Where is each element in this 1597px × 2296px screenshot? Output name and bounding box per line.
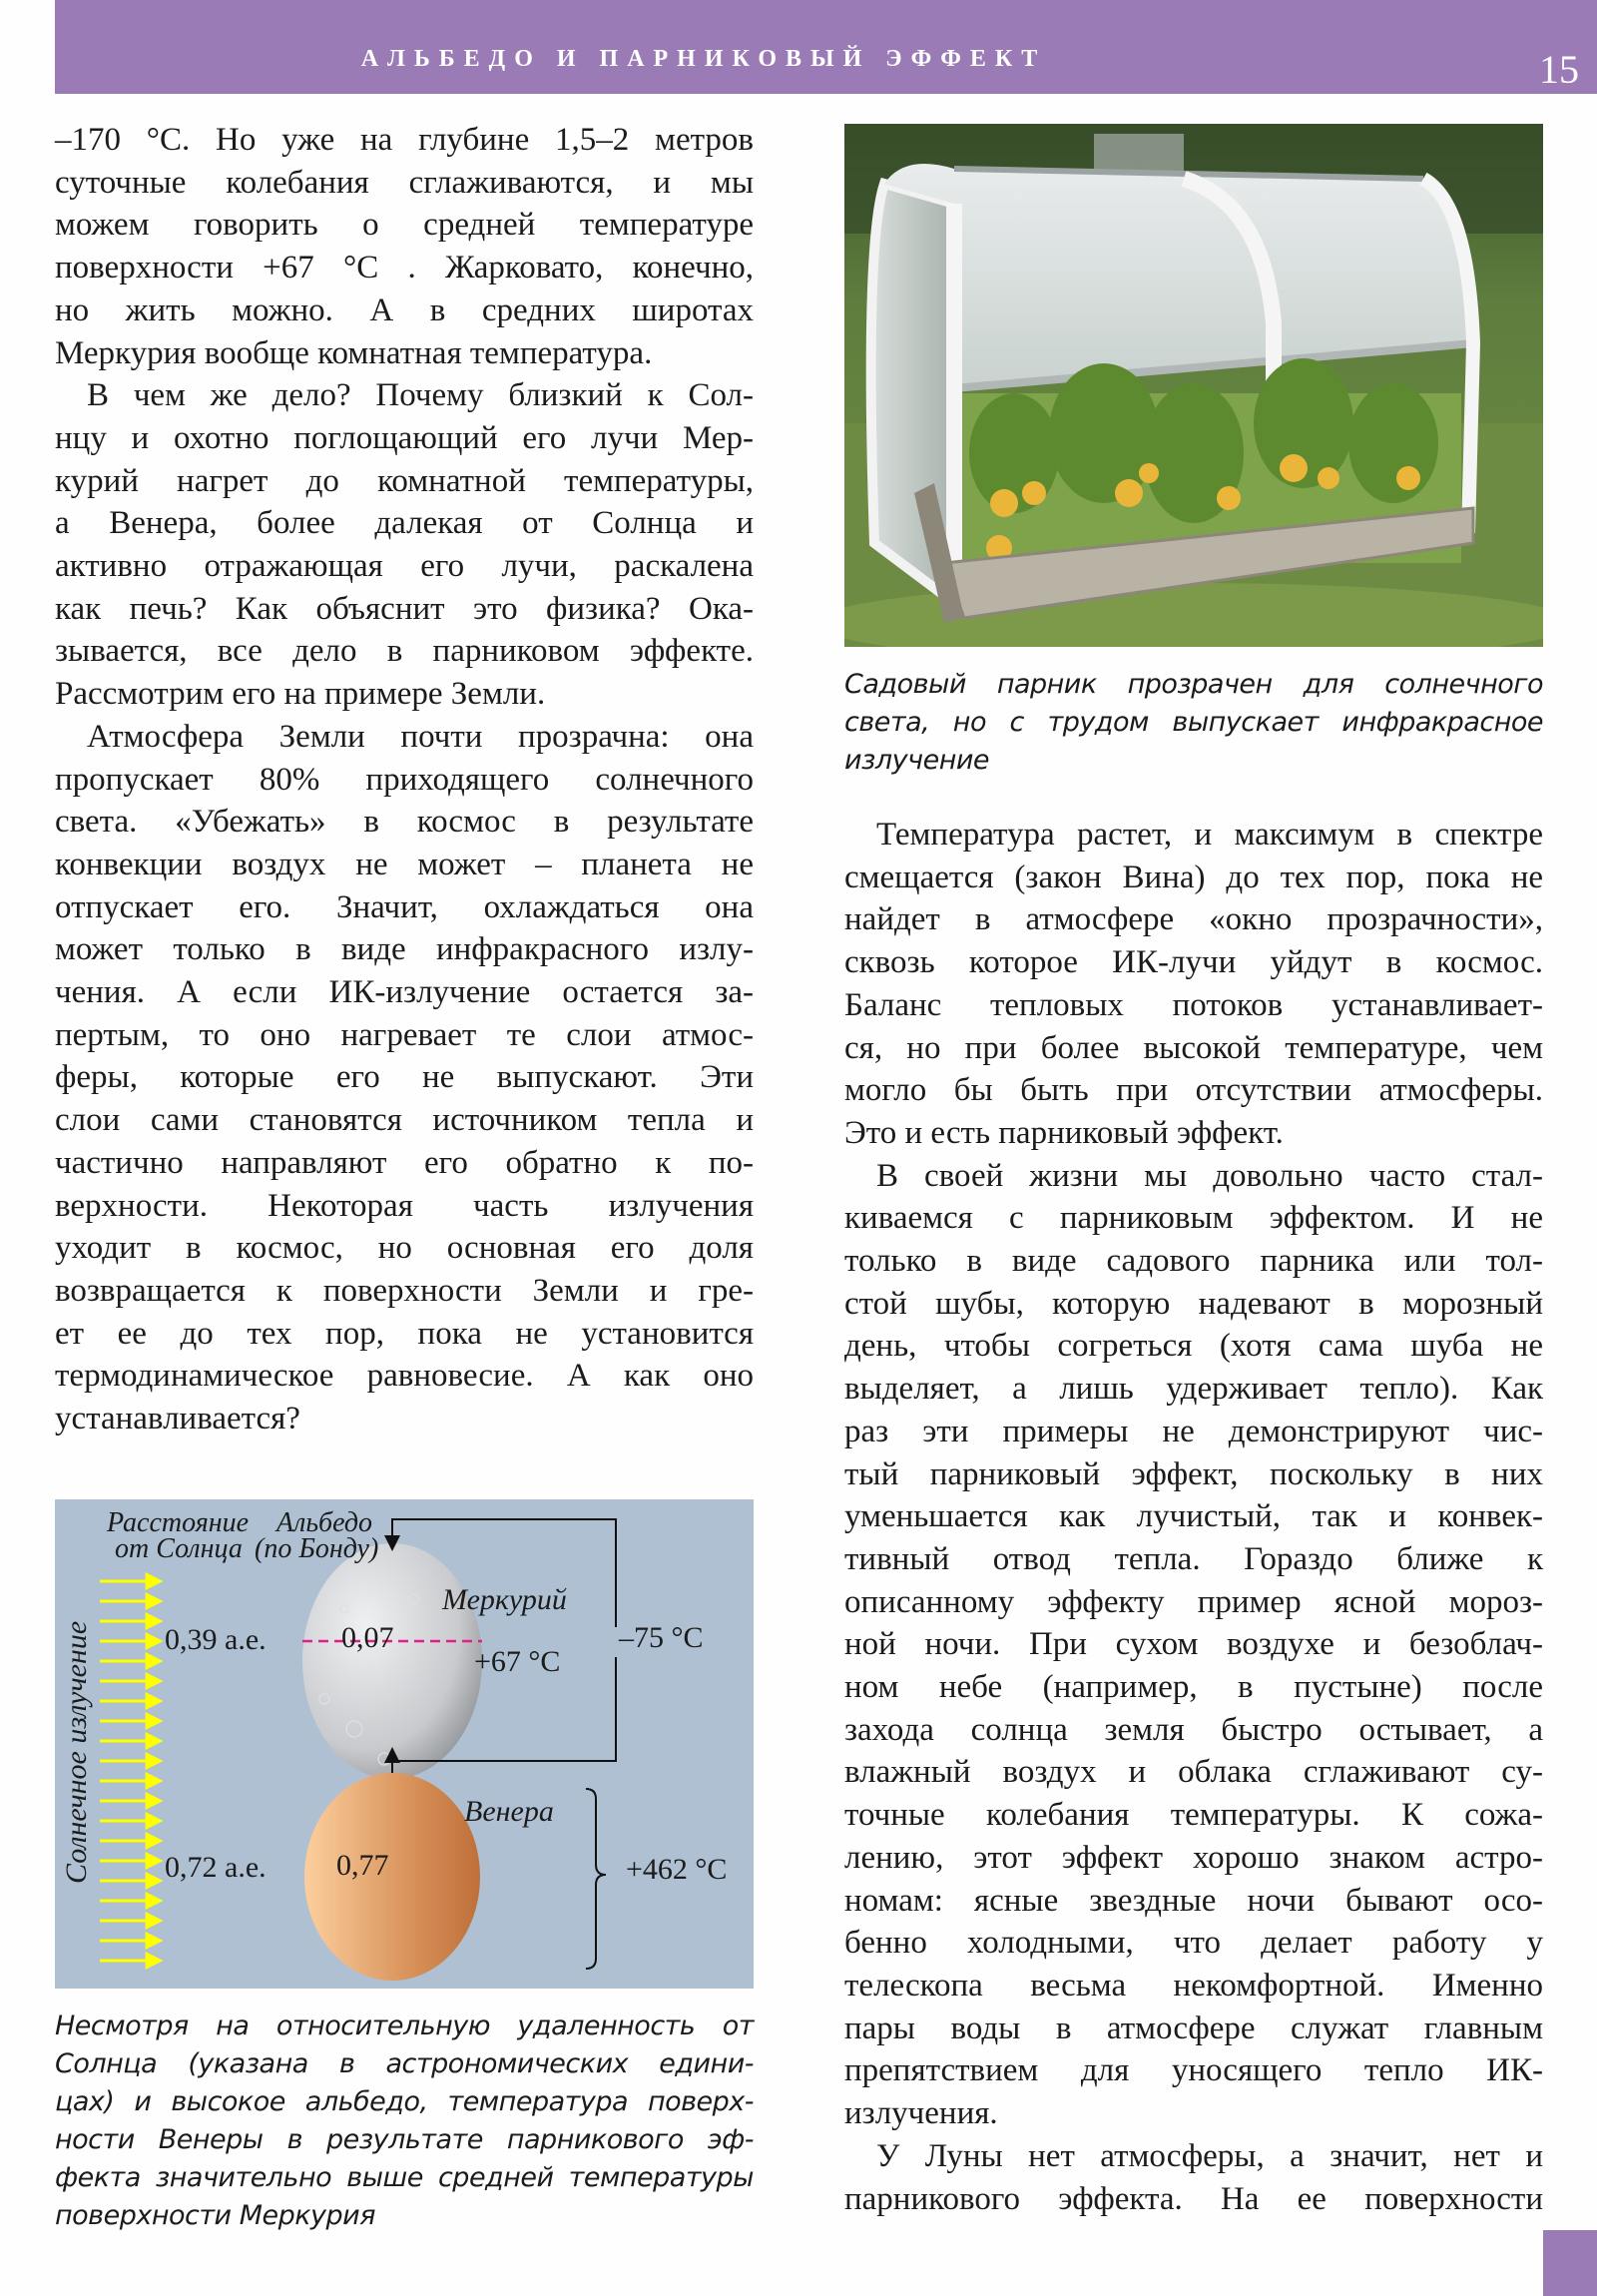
text-line: киваемся с парниковым эффектом. И не	[844, 1200, 1543, 1237]
text-line: У Луны нет атмосферы, а значит, нет и	[876, 2137, 1543, 2174]
text-line: а Венера, более далекая от Солнца и	[55, 505, 754, 542]
text-line: ся, но при более высокой температуре, чем	[844, 1029, 1543, 1066]
text-line: ной ночи. При сухом воздухе и безоблач-	[844, 1626, 1543, 1663]
text-line: сквозь которое ИК-лучи уйдут в космос.	[844, 944, 1543, 981]
text-line: отпускает его. Значит, охлаждаться она	[55, 888, 754, 925]
caption-line: Солнца (указана в астрономических едини-	[55, 2048, 754, 2079]
text-line: конвекции воздух не может – планета не	[55, 846, 754, 882]
caption-line: поверхности Меркурия	[55, 2200, 375, 2231]
text-line: Рассмотрим его на примере Земли.	[55, 676, 546, 713]
mercury-distance: 0,39 а.е.	[165, 1623, 266, 1656]
venus-distance: 0,72 а.е.	[165, 1851, 266, 1884]
caption-line: фекта значительно выше средней температуры	[55, 2162, 754, 2193]
venus-temp: +462 °C	[626, 1853, 728, 1886]
mercury-planet-icon	[302, 1543, 482, 1779]
text-line: уходит в космос, но основная его доля	[55, 1230, 754, 1267]
section-title: АЛЬБЕДО И ПАРНИКОВЫЙ ЭФФЕКТ	[360, 46, 1047, 72]
venus-albedo: 0,77	[336, 1849, 389, 1882]
text-line: устанавливается?	[55, 1401, 300, 1437]
page-corner-tab	[1543, 2230, 1597, 2296]
text-line: описанному эффекту пример ясной мороз-	[844, 1583, 1543, 1620]
text-line: телескопа весьма некомфортной. Именно	[844, 1967, 1543, 2004]
text-line: активно отражающая его лучи, раскалена	[55, 548, 754, 585]
text-line: как печь? Как объяснит это физика? Ока-	[55, 590, 754, 627]
text-line: верхности. Некоторая часть излучения	[55, 1187, 754, 1224]
text-line: пары воды в атмосфере служат главным	[844, 2009, 1543, 2046]
text-line: В чем же дело? Почему близкий к Сол-	[87, 377, 754, 414]
text-line: тивный отвод тепла. Гораздо ближе к	[844, 1540, 1543, 1577]
text-line: курий нагрет до комнатной температуры,	[55, 462, 754, 499]
text-line: В своей жизни мы довольно часто стал-	[876, 1157, 1543, 1194]
mercury-day-temp: +67 °C	[474, 1645, 561, 1678]
text-line: может только в виде инфракрасного излу-	[55, 931, 754, 968]
text-line: пертым, то оно нагревает те слои атмос-	[55, 1016, 754, 1053]
right-column-text	[844, 814, 1543, 2220]
text-line: могло бы быть при отсутствии атмосферы.	[844, 1072, 1543, 1109]
distance-header-2: от Солнца	[115, 1533, 243, 1564]
text-line: Атмосфера Земли почти прозрачна: она	[87, 718, 754, 755]
caption-line: Несмотря на относительную удаленность от	[55, 2010, 754, 2041]
albedo-header-1: Альбедо	[276, 1507, 373, 1538]
left-column-text	[55, 119, 754, 1440]
text-line: Это и есть парниковый эффект.	[844, 1114, 1284, 1151]
text-line: бенно холодными, что делает работу у	[844, 1925, 1543, 1962]
venus-brace	[586, 1789, 606, 1969]
text-line: можем говорить о средней температуре	[55, 207, 754, 244]
text-line: термодинамическое равновесие. А как оно	[55, 1358, 754, 1395]
page-number: 15	[1539, 47, 1579, 92]
text-line: раз эти примеры не демонстрируют чис-	[844, 1413, 1543, 1449]
running-header	[55, 0, 1597, 94]
text-line: зывается, все дело в парниковом эффекте.	[55, 633, 754, 670]
text-line: выделяет, а лишь удерживает тепло). Как	[844, 1371, 1543, 1408]
solar-radiation-label: Солнечное излучение	[60, 1620, 93, 1884]
text-line: лению, этот эффект хорошо знаком астро-	[844, 1839, 1543, 1876]
text-line: найдет в атмосфере «окно прозрачности»,	[844, 901, 1543, 938]
text-line: тый парниковый эффект, поскольку в них	[844, 1455, 1543, 1492]
text-line: уменьшается как лучистый, так и конвек-	[844, 1498, 1543, 1535]
venus-label: Венера	[464, 1795, 554, 1828]
text-line: нцу и охотно поглощающий его лучи Мер-	[55, 419, 754, 456]
text-line: чения. А если ИК-излучение остается за-	[55, 974, 754, 1011]
mercury-label: Меркурий	[442, 1583, 567, 1616]
caption-line: излучение	[844, 745, 990, 776]
text-line: излучения.	[844, 2095, 998, 2132]
greenhouse-photo	[844, 124, 1543, 647]
text-line: день, чтобы согреться (хотя сама шуба не	[844, 1328, 1543, 1365]
text-line: феры, которые его не выпускают. Эти	[55, 1059, 754, 1096]
text-line: ном небе (например, в пустыне) после	[844, 1669, 1543, 1706]
text-line: частично направляют его обратно к по-	[55, 1144, 754, 1181]
albedo-header-2: (по Бонду)	[255, 1533, 379, 1564]
text-line: Меркурия вообще комнатная температура.	[55, 334, 653, 371]
photo-caption	[844, 666, 1543, 780]
text-line: но жить можно. А в средних широтах	[55, 291, 754, 328]
text-line: –170 °C. Но уже на глубине 1,5–2 метров	[55, 122, 754, 158]
text-line: света. «Убежать» в космос в результате	[55, 804, 754, 841]
text-line: точные колебания температуры. К сожа-	[844, 1797, 1543, 1834]
text-line: влажный воздух и облака сглаживают су-	[844, 1754, 1543, 1791]
text-line: Баланс тепловых потоков устанавливает-	[844, 986, 1543, 1023]
text-line: пропускает 80% приходящего солнечного	[55, 761, 754, 798]
venus-planet-icon	[304, 1773, 480, 1981]
caption-line: света, но с трудом выпускает инфракрасное	[844, 707, 1543, 738]
text-line: слои сами становятся источником тепла и	[55, 1102, 754, 1139]
text-line: стой шубы, которую надевают в морозный	[844, 1285, 1543, 1322]
text-line: суточные колебания сглаживаются, и мы	[55, 164, 754, 201]
text-line: только в виде садового парника или тол-	[844, 1243, 1543, 1280]
mercury-night-temp: –75 °C	[619, 1621, 704, 1654]
caption-line: ности Венеры в результате парникового эф-	[55, 2124, 754, 2155]
caption-line: Садовый парник прозрачен для солнечного	[844, 669, 1543, 700]
text-line: захода солнца земля быстро остывает, а	[844, 1711, 1543, 1748]
text-line: поверхности +67 °C . Жарковато, конечно,	[55, 250, 754, 287]
distance-header-1: Расстояние	[107, 1507, 250, 1538]
text-line: препятствием для уносящего тепло ИК-	[844, 2052, 1543, 2089]
caption-line: цах) и высокое альбедо, температура поверх-	[55, 2086, 754, 2117]
text-line: ет ее до тех пор, пока не установится	[55, 1315, 754, 1352]
text-line: смещается (закон Вина) до тех пор, пока не	[844, 859, 1543, 895]
mercury-albedo: 0,07	[341, 1621, 394, 1654]
text-line: номам: ясные звездные ночи бывают осо-	[844, 1882, 1543, 1919]
text-line: парникового эффекта. На ее поверхности	[844, 2180, 1543, 2217]
mercury-venus-diagram	[55, 1499, 754, 1989]
solar-radiation-arrows	[100, 1581, 160, 1961]
greenhouse-image-icon	[844, 124, 1543, 647]
diagram-caption	[55, 2008, 754, 2235]
text-line: Температура растет, и максимум в спектре	[876, 817, 1543, 853]
text-line: возвращается к поверхности Земли и гре-	[55, 1272, 754, 1309]
